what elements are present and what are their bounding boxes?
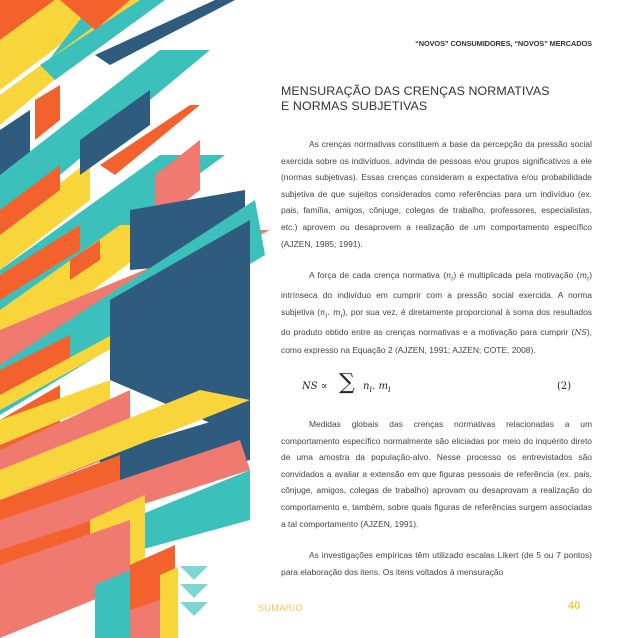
paragraph-3: Medidas globais das crenças normativas relacionadas a um comportamento específico normalmente são eliciadas por meio do inquérito direto de uma amostra da população-alvo. Nesse processo os entrevistados são convidados a avaliar a extensão em que figuras pessoais de referência (ex. pais, cônjuge, amigos, colegas de trabalho) aprovam ou desaprovam a realização do comportamento e, também, sobre quais figuras de referências surgem associadas a tal comportamento (AJZEN, 1991). [281,419,592,529]
mi-symbol: $m_i$ [579,271,590,283]
p2-text-b: ) é multiplicada pela motivação ( [453,270,580,280]
ni-symbol: $n_i$ [446,271,454,283]
running-header: “NOVOS” CONSUMIDORES, “NOVOS” MERCADOS [415,39,592,48]
p2-text-d: ), por sua vez, é diretamente proporcional à soma dos resultados do produto obtido entre as crenças normativas e a motivação para cumprir ( [281,306,592,337]
page-number: 40 [568,600,581,612]
paragraph-4: As investigações empíricas têm utilizado escalas Likert (de 5 ou 7 pontos) para elaboração dos itens. Os itens voltados à mensuração [281,550,592,577]
ns-symbol: NS [574,327,587,337]
section-title-line2: E NORMAS SUBJETIVAS [281,99,428,113]
p2-text-e: ), como expresso na Equação 2 (AJZEN, 1991; AJZEN; COTE, 2008). [281,326,592,355]
paragraph-1: As crenças normativas constituem a base da percepção da pressão social exercida sobre os indivíduos, advinda de pessoas e/ou grupos significativos a ele (normas subjetivas). Essas crenças consideram a expectativa e/ou probabilidade subjetiva de que sujeitos considerados como referências para um indivíduo (ex. pais, família, amigos, cônjuge, colegas de trabalho, professores, especialistas, etc.) aprovem ou desaprovem a realização de um comportamento específico (AJZEN, 1985; 1991). [281,139,592,249]
p2-text-c: ) intrínseca do indivíduo em cumprir com a pressão social exercida. A norma subjetiva ( [281,270,592,317]
summary-link[interactable]: SUMÁRIO [258,603,303,613]
ni-mi-symbol: $n_i$. $m_i$ [320,307,343,320]
p2-text-a: A força de cada crença normativa ( [309,270,447,280]
equation-rhs: $n_i$. $m_i$ [363,381,391,394]
section-title [281,84,601,114]
equation-2 [281,371,592,403]
section-title-line1: MENSURAÇÃO DAS CRENÇAS NORMATIVAS [281,84,550,98]
equation-lhs: NS ∝ [302,381,328,392]
equation-number: (2) [557,381,572,392]
summation-symbol: ∑ [339,370,355,395]
paragraph-2 [281,267,592,358]
